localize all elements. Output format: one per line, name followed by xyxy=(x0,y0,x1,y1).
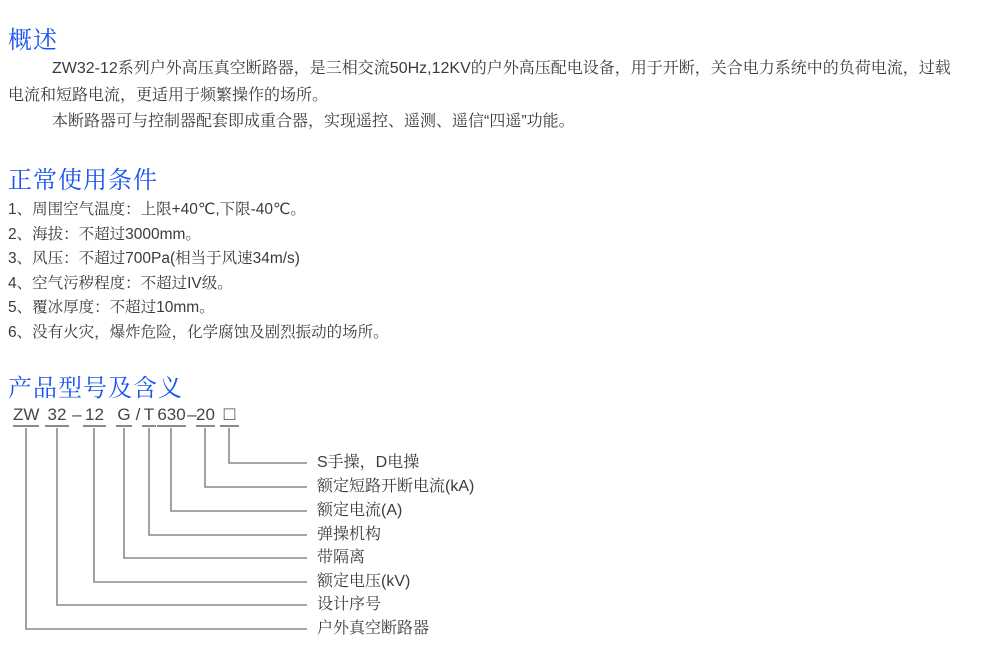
model-label-spring-mechanism: 弹操机构 xyxy=(317,526,382,543)
model-line-outdoor-vcb xyxy=(26,428,307,629)
model-label-isolation: 带隔离 xyxy=(317,549,366,566)
model-line-rated-voltage xyxy=(94,428,307,582)
section-heading-overview: 概述 xyxy=(8,27,58,54)
model-designation xyxy=(0,406,400,428)
overview-paragraph-2: 本断路器可与控制器配套即成重合器，实现遥控、遥测、遥信“四遥”功能。 xyxy=(52,113,575,130)
model-token-dash-1: – xyxy=(72,405,82,424)
model-label-rated-current: 额定电流(A) xyxy=(317,502,403,519)
model-token-slash: / xyxy=(135,405,141,424)
model-token-12: 12 xyxy=(83,406,106,427)
overview-paragraph-1: ZW32-12系列户外高压真空断路器，是三相交流50Hz,12KV的户外高压配电设备，用于开断，关合电力系统中的负荷电流，过载电流和短路电流，更适用于频繁操作的场所。 xyxy=(8,60,951,104)
model-token-20: 20 xyxy=(196,406,215,427)
model-label-design-serial: 设计序号 xyxy=(317,596,382,613)
condition-item-4: 4、空气污秽程度：不超过IV级。 xyxy=(8,274,233,292)
section-heading-conditions: 正常使用条件 xyxy=(8,167,158,194)
model-token-dash-2: – xyxy=(187,405,197,424)
model-label-outdoor-vcb: 户外真空断路器 xyxy=(317,620,430,637)
model-token-32: 32 xyxy=(45,406,69,427)
model-token-placeholder-box: □ xyxy=(220,406,239,427)
model-label-rated-voltage: 额定电压(kV) xyxy=(317,573,411,590)
model-line-manual-electric xyxy=(229,428,307,463)
section-heading-model: 产品型号及含义 xyxy=(8,375,183,402)
model-token-t: T xyxy=(142,406,156,427)
model-label-manual-electric: S手操，D电操 xyxy=(317,454,420,471)
model-line-isolation xyxy=(124,428,307,558)
model-token-g: G xyxy=(116,406,132,427)
model-label-breaking-current: 额定短路开断电流(kA) xyxy=(317,478,475,495)
condition-item-5: 5、覆冰厚度：不超过10mm。 xyxy=(8,299,215,317)
conditions-list xyxy=(8,198,908,346)
model-line-rated-current xyxy=(171,428,307,511)
model-token-630: 630 xyxy=(157,406,186,427)
condition-item-6: 6、没有火灾，爆炸危险，化学腐蚀及剧烈振动的场所。 xyxy=(8,323,389,341)
model-line-design-serial xyxy=(57,428,307,605)
condition-item-3: 3、风压：不超过700Pa(相当于风速34m/s) xyxy=(8,250,300,268)
model-token-zw: ZW xyxy=(13,406,39,427)
model-line-spring-mechanism xyxy=(149,428,307,535)
overview-paragraphs xyxy=(8,56,953,136)
model-line-breaking-current xyxy=(205,428,307,487)
condition-item-2: 2、海拔：不超过3000mm。 xyxy=(8,225,201,243)
condition-item-1: 1、周围空气温度：上限+40℃,下限-40℃。 xyxy=(8,201,306,218)
